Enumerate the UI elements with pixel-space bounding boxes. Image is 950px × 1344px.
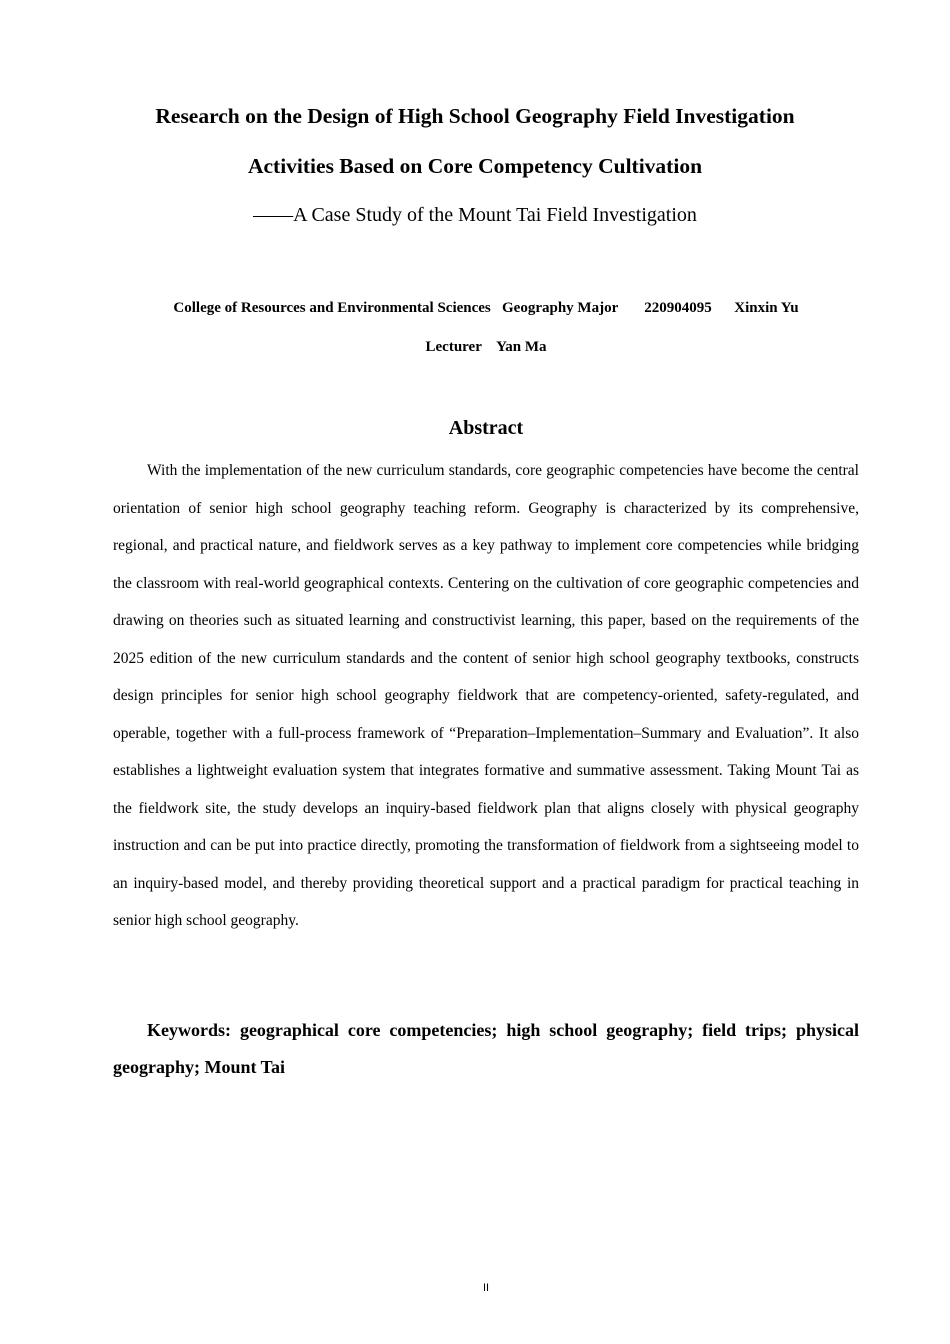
abstract-heading: Abstract xyxy=(448,417,524,439)
keywords-text: geographical core competencies; high school geography; field trips; physical geography; Mount Tai xyxy=(113,1020,860,1077)
author-college: College of Resources and Environmental Sciences xyxy=(173,300,491,316)
author-info xyxy=(0,296,950,320)
author-name: Xinxin Yu xyxy=(734,300,799,316)
paper-subtitle: ——A Case Study of the Mount Tai Field Investigation xyxy=(253,204,697,226)
advisor-title: Lecturer xyxy=(425,339,482,355)
author-major: Geography Major xyxy=(502,300,618,316)
paper-title xyxy=(0,91,950,191)
title-line-1: Research on the Design of High School Geography Field Investigation xyxy=(155,104,795,128)
advisor-info xyxy=(0,335,950,359)
abstract-body: With the implementation of the new curriculum standards, core geographic competencies have become the central orientation of senior high school geography teaching reform. Geography is characterized by its comprehensive, regional, and practical nature, and fieldwork serves as a key pathway to implement core competencies while bridging the classroom with real-world geographical contexts. Centering on the cultivation of core geographic competencies and drawing on theories such as situated learning and constructivist learning, this paper, based on the requirements of the 2025 edition of the new curriculum standards and the content of senior high school geography textbooks, constructs design principles for senior high school geography fieldwork that are competency-oriented, safety-regulated, and operable, together with a full-process framework of “Preparation–Implementation–Summary and Evaluation”. It also establishes a lightweight evaluation system that integrates formative and summative assessment. Taking Mount Tai as the fieldwork site, the study develops an inquiry-based fieldwork plan that aligns closely with physical geography instruction and can be put into practice directly, promoting the transformation of fieldwork from a sightseeing model to an inquiry-based model, and thereby providing theoretical support and a practical paradigm for practical teaching in senior high school geography. xyxy=(113,462,859,929)
page-number: II xyxy=(482,1282,490,1294)
title-line-2: Activities Based on Core Competency Cultivation xyxy=(247,154,703,178)
advisor-name: Yan Ma xyxy=(496,339,547,355)
keywords-label: Keywords: xyxy=(147,1020,231,1040)
keywords xyxy=(113,1012,859,1086)
author-student-id: 220904095 xyxy=(644,300,712,316)
